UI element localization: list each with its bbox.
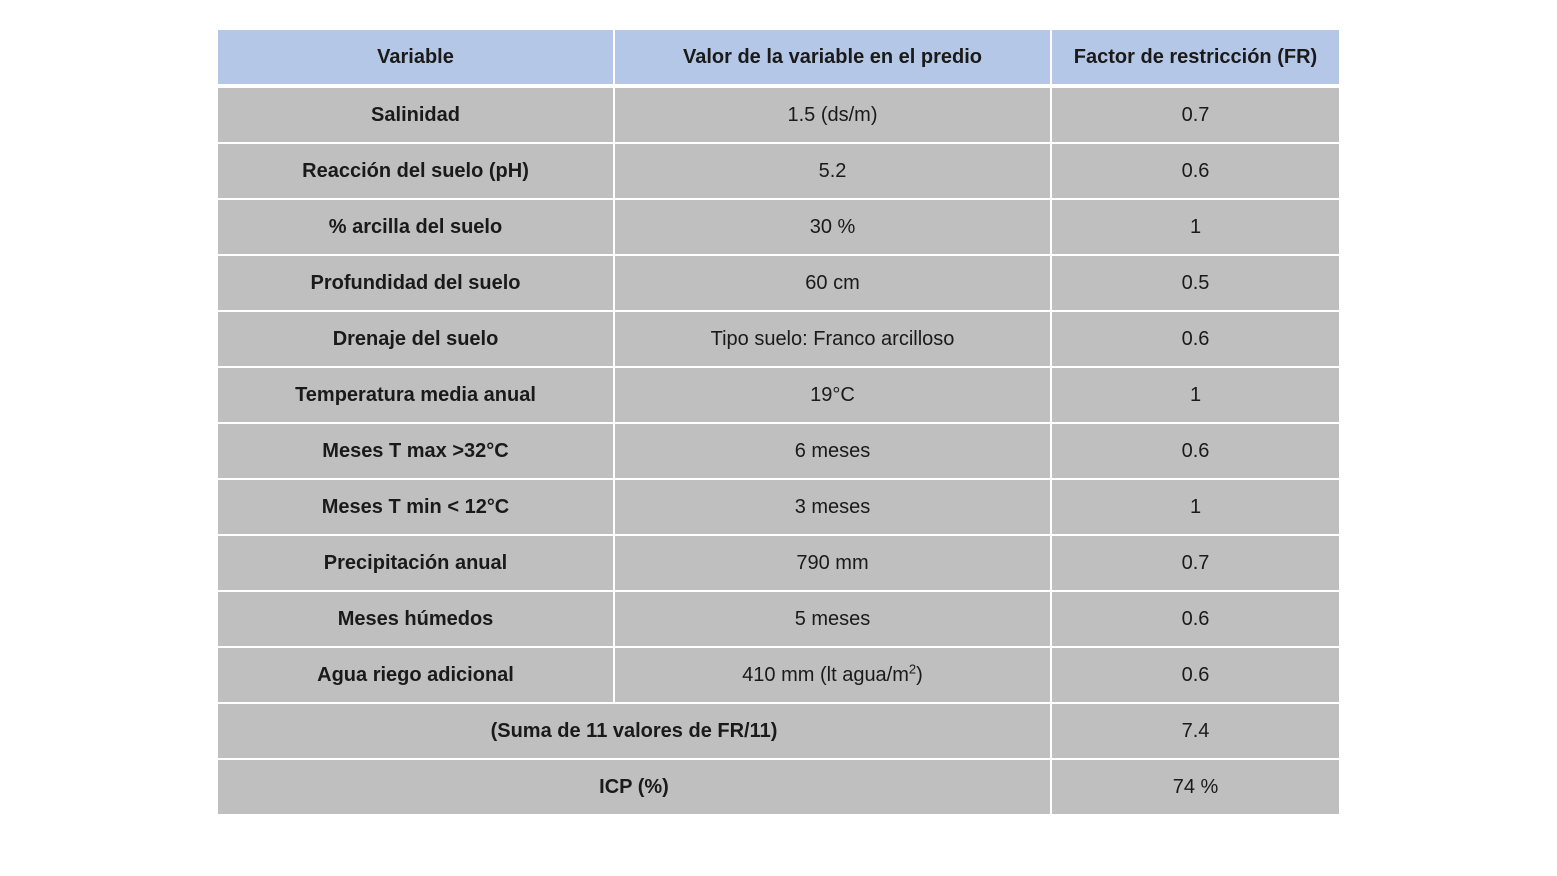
row-fr: 1 — [1051, 479, 1339, 535]
row-valor: Tipo suelo: Franco arcilloso — [614, 311, 1051, 367]
row-valor — [614, 647, 1051, 703]
row-fr: 0.6 — [1051, 647, 1339, 703]
table-row — [218, 86, 1339, 143]
row-variable: Drenaje del suelo — [218, 311, 614, 367]
row-variable: Profundidad del suelo — [218, 255, 614, 311]
table-row — [218, 311, 1339, 367]
header-valor: Valor de la variable en el predio — [614, 30, 1051, 86]
header-factor: Factor de restricción (FR) — [1051, 30, 1339, 86]
table-row — [218, 647, 1339, 703]
summary-row-icp — [218, 759, 1339, 814]
row-valor: 6 meses — [614, 423, 1051, 479]
row-fr: 0.6 — [1051, 423, 1339, 479]
row-valor: 60 cm — [614, 255, 1051, 311]
row-variable: Meses húmedos — [218, 591, 614, 647]
fr-table-container — [218, 30, 1339, 814]
table-header-row — [218, 30, 1339, 86]
restriction-factor-table — [218, 30, 1339, 814]
row-variable: Precipitación anual — [218, 535, 614, 591]
row-variable: Salinidad — [218, 86, 614, 143]
row-fr: 0.6 — [1051, 143, 1339, 199]
table-row — [218, 143, 1339, 199]
header-variable: Variable — [218, 30, 614, 86]
row-fr: 1 — [1051, 199, 1339, 255]
row-fr: 0.7 — [1051, 535, 1339, 591]
summary-row-sum — [218, 703, 1339, 759]
table-row — [218, 199, 1339, 255]
table-row — [218, 255, 1339, 311]
row-fr: 0.6 — [1051, 311, 1339, 367]
row-variable: Meses T min < 12°C — [218, 479, 614, 535]
row-fr: 0.5 — [1051, 255, 1339, 311]
summary-icp-value: 74 % — [1051, 759, 1339, 814]
valor-text-tail: ) — [916, 663, 923, 686]
row-valor: 30 % — [614, 199, 1051, 255]
row-valor: 790 mm — [614, 535, 1051, 591]
row-valor: 3 meses — [614, 479, 1051, 535]
table-row — [218, 479, 1339, 535]
summary-sum-label: (Suma de 11 valores de FR/11) — [218, 703, 1051, 759]
row-fr: 1 — [1051, 367, 1339, 423]
table-row — [218, 423, 1339, 479]
table-row — [218, 591, 1339, 647]
row-variable: Reacción del suelo (pH) — [218, 143, 614, 199]
row-valor: 19°C — [614, 367, 1051, 423]
summary-icp-label: ICP (%) — [218, 759, 1051, 814]
row-valor: 5 meses — [614, 591, 1051, 647]
row-valor: 1.5 (ds/m) — [614, 86, 1051, 143]
valor-text: 410 mm (lt agua/m — [742, 663, 909, 686]
table-row — [218, 367, 1339, 423]
row-valor: 5.2 — [614, 143, 1051, 199]
summary-sum-value: 7.4 — [1051, 703, 1339, 759]
row-fr: 0.7 — [1051, 86, 1339, 143]
table-row — [218, 535, 1339, 591]
row-variable: % arcilla del suelo — [218, 199, 614, 255]
row-variable: Meses T max >32°C — [218, 423, 614, 479]
row-variable: Agua riego adicional — [218, 647, 614, 703]
row-variable: Temperatura media anual — [218, 367, 614, 423]
superscript-exponent: 2 — [908, 660, 917, 676]
row-fr: 0.6 — [1051, 591, 1339, 647]
